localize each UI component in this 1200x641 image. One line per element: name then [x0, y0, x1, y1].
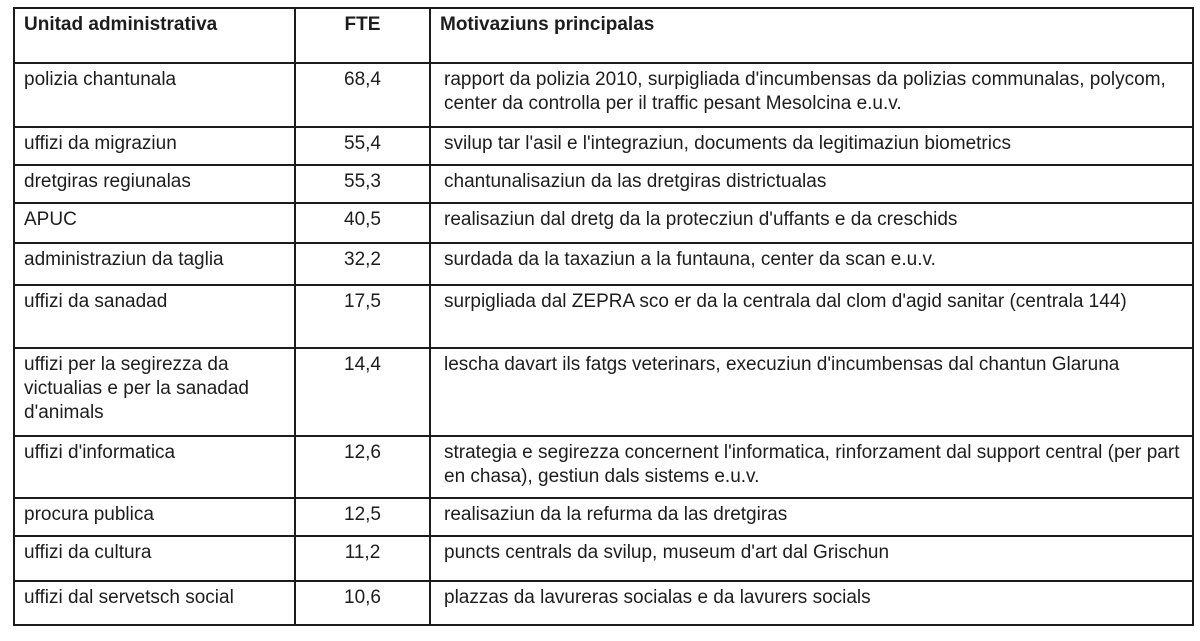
- unit-cell: uffizi dal servetsch social: [14, 581, 295, 625]
- motive-cell: surdada da la taxaziun a la funtauna, center da scan e.u.v.: [430, 243, 1193, 285]
- motive-cell: plazzas da lavureras socialas e da lavurers socials: [430, 581, 1193, 625]
- table-row: [14, 348, 1193, 436]
- motive-cell: surpigliada dal ZEPRA sco er da la centrala dal clom d'agid sanitar (centrala 144): [430, 285, 1193, 348]
- table-row: [14, 63, 1193, 127]
- unit-cell: uffizi da migraziun: [14, 127, 295, 165]
- table-row: [14, 127, 1193, 165]
- fte-cell: 12,5: [295, 498, 430, 536]
- table-row: [14, 243, 1193, 285]
- motive-cell: svilup tar l'asil e l'integraziun, documents da legitimaziun biometrics: [430, 127, 1193, 165]
- fte-cell: 68,4: [295, 63, 430, 127]
- unit-cell: dretgiras regiunalas: [14, 165, 295, 203]
- fte-cell: 11,2: [295, 536, 430, 581]
- unit-cell: polizia chantunala: [14, 63, 295, 127]
- table-body: [14, 63, 1193, 625]
- motive-cell: rapport da polizia 2010, surpigliada d'incumbensas da polizias communalas, polycom, center da controlla per il traffic pesant Mesolcina e.u.v.: [430, 63, 1193, 127]
- header-row: [14, 8, 1193, 63]
- fte-cell: 32,2: [295, 243, 430, 285]
- fte-cell: 55,4: [295, 127, 430, 165]
- fte-cell: 17,5: [295, 285, 430, 348]
- column-header-fte: FTE: [295, 8, 430, 63]
- fte-table: [13, 7, 1194, 626]
- table-row: [14, 436, 1193, 498]
- column-header-motive: Motivaziuns principalas: [430, 8, 1193, 63]
- fte-cell: 40,5: [295, 203, 430, 243]
- table-row: [14, 581, 1193, 625]
- unit-cell: APUC: [14, 203, 295, 243]
- unit-cell: uffizi da sanadad: [14, 285, 295, 348]
- table-row: [14, 498, 1193, 536]
- motive-cell: realisaziun da la refurma da las dretgiras: [430, 498, 1193, 536]
- table-row: [14, 165, 1193, 203]
- column-header-unit: Unitad administrativa: [14, 8, 295, 63]
- motive-cell: strategia e segirezza concernent l'informatica, rinforzament dal support central (per part en chasa), gestiun dals sistems e.u.v.: [430, 436, 1193, 498]
- table-row: [14, 536, 1193, 581]
- unit-cell: uffizi d'informatica: [14, 436, 295, 498]
- unit-cell: uffizi da cultura: [14, 536, 295, 581]
- table-row: [14, 203, 1193, 243]
- unit-cell: administraziun da taglia: [14, 243, 295, 285]
- fte-cell: 55,3: [295, 165, 430, 203]
- fte-cell: 12,6: [295, 436, 430, 498]
- motive-cell: realisaziun dal dretg da la protecziun d'uffants e da creschids: [430, 203, 1193, 243]
- unit-cell: procura publica: [14, 498, 295, 536]
- motive-cell: chantunalisaziun da las dretgiras districtualas: [430, 165, 1193, 203]
- table-row: [14, 285, 1193, 348]
- unit-cell: uffizi per la segirezza da victualias e per la sanadad d'animals: [14, 348, 295, 436]
- fte-cell: 14,4: [295, 348, 430, 436]
- motive-cell: puncts centrals da svilup, museum d'art dal Grischun: [430, 536, 1193, 581]
- motive-cell: lescha davart ils fatgs veterinars, execuziun d'incumbensas dal chantun Glaruna: [430, 348, 1193, 436]
- table-header: [14, 8, 1193, 63]
- fte-cell: 10,6: [295, 581, 430, 625]
